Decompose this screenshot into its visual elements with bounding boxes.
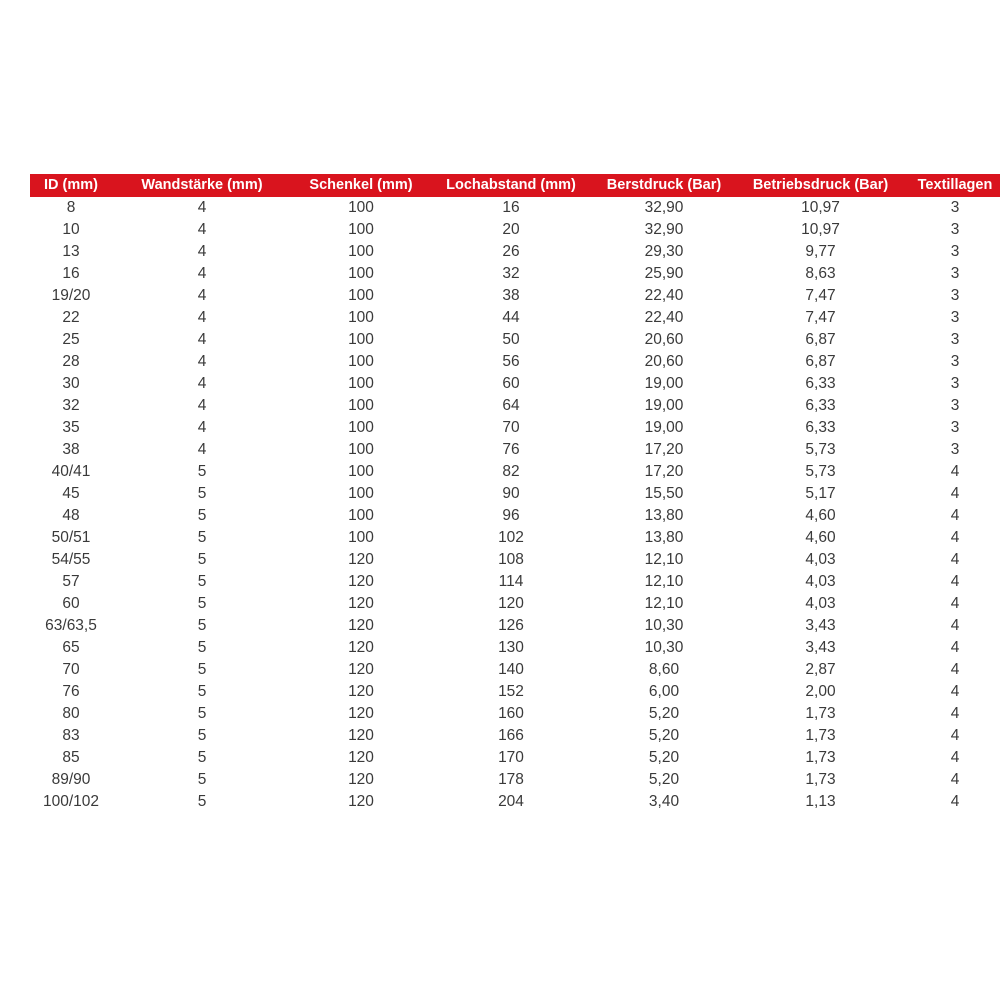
cell-textillagen: 4 [950,705,960,722]
cell-wandstaerke: 5 [197,617,207,634]
table-row [30,615,1000,637]
cell-id: 57 [62,573,80,590]
cell-schenkel: 100 [348,309,374,326]
cell-schenkel: 100 [348,331,374,348]
spec-table [30,174,1000,813]
cell-id: 38 [62,441,80,458]
cell-betriebsdruck: 2,87 [805,661,836,678]
cell-schenkel: 120 [348,551,374,568]
cell-id: 48 [62,507,80,524]
table-row [30,593,1000,615]
table-row [30,351,1000,373]
cell-schenkel: 100 [348,221,374,238]
header-id: ID (mm) [30,174,112,197]
cell-id: 76 [62,683,80,700]
cell-betriebsdruck: 1,13 [805,793,836,810]
cell-textillagen: 3 [950,331,960,348]
cell-textillagen: 4 [950,771,960,788]
cell-berstdruck: 19,00 [644,375,684,392]
cell-berstdruck: 10,30 [644,639,684,656]
table-row [30,329,1000,351]
cell-berstdruck: 8,60 [648,661,680,678]
table-row [30,439,1000,461]
cell-schenkel: 100 [348,397,374,414]
cell-berstdruck: 12,10 [644,595,684,612]
cell-wandstaerke: 4 [197,375,207,392]
cell-textillagen: 3 [950,221,960,238]
cell-berstdruck: 17,20 [644,441,684,458]
cell-berstdruck: 32,90 [644,199,684,216]
cell-id: 54/55 [51,551,91,568]
cell-textillagen: 4 [950,507,960,524]
cell-wandstaerke: 5 [197,551,207,568]
cell-berstdruck: 29,30 [644,243,684,260]
cell-id: 40/41 [51,463,91,480]
cell-wandstaerke: 4 [197,265,207,282]
cell-berstdruck: 19,00 [644,397,684,414]
cell-betriebsdruck: 8,63 [805,265,836,282]
cell-id: 45 [62,485,80,502]
table-row [30,461,1000,483]
table-header [30,174,1000,197]
table-row [30,747,1000,769]
cell-berstdruck: 3,40 [648,793,680,810]
cell-schenkel: 100 [348,485,374,502]
cell-lochabstand: 152 [498,683,524,700]
cell-schenkel: 120 [348,639,374,656]
table-row [30,395,1000,417]
cell-textillagen: 4 [950,639,960,656]
cell-betriebsdruck: 5,17 [805,485,836,502]
cell-id: 89/90 [51,771,91,788]
cell-betriebsdruck: 6,33 [805,375,836,392]
header-schenkel: Schenkel (mm) [292,174,430,197]
cell-wandstaerke: 5 [197,463,207,480]
cell-wandstaerke: 5 [197,727,207,744]
cell-schenkel: 120 [348,573,374,590]
cell-berstdruck: 22,40 [644,309,684,326]
cell-lochabstand: 160 [498,705,524,722]
cell-wandstaerke: 4 [197,331,207,348]
cell-textillagen: 4 [950,595,960,612]
cell-betriebsdruck: 1,73 [805,771,836,788]
cell-wandstaerke: 5 [197,749,207,766]
cell-id: 60 [62,595,80,612]
cell-berstdruck: 5,20 [648,727,680,744]
cell-betriebsdruck: 4,03 [805,595,836,612]
cell-schenkel: 120 [348,771,374,788]
header-berstdruck: Berstdruck (Bar) [592,174,736,197]
table-row [30,263,1000,285]
cell-wandstaerke: 5 [197,485,207,502]
cell-lochabstand: 140 [498,661,524,678]
cell-betriebsdruck: 3,43 [805,617,836,634]
cell-wandstaerke: 5 [197,661,207,678]
cell-schenkel: 120 [348,595,374,612]
cell-wandstaerke: 4 [197,397,207,414]
cell-wandstaerke: 4 [197,221,207,238]
cell-lochabstand: 130 [498,639,524,656]
cell-wandstaerke: 4 [197,353,207,370]
table-row [30,505,1000,527]
table-body [30,197,1000,813]
cell-textillagen: 3 [950,265,960,282]
cell-lochabstand: 170 [498,749,524,766]
cell-wandstaerke: 5 [197,793,207,810]
cell-lochabstand: 50 [502,331,520,348]
cell-lochabstand: 76 [502,441,520,458]
cell-id: 19/20 [51,287,91,304]
cell-id: 50/51 [51,529,91,546]
cell-berstdruck: 13,80 [644,507,684,524]
cell-wandstaerke: 4 [197,441,207,458]
cell-schenkel: 100 [348,353,374,370]
cell-schenkel: 100 [348,199,374,216]
cell-schenkel: 120 [348,705,374,722]
cell-schenkel: 100 [348,375,374,392]
cell-schenkel: 120 [348,749,374,766]
table-row [30,571,1000,593]
table-row [30,703,1000,725]
cell-lochabstand: 166 [498,727,524,744]
cell-betriebsdruck: 3,43 [805,639,836,656]
cell-lochabstand: 26 [502,243,520,260]
header-wandstaerke: Wandstärke (mm) [112,174,292,197]
table-row [30,527,1000,549]
cell-berstdruck: 5,20 [648,771,680,788]
cell-textillagen: 3 [950,199,960,216]
cell-betriebsdruck: 9,77 [805,243,836,260]
cell-berstdruck: 19,00 [644,419,684,436]
cell-betriebsdruck: 5,73 [805,441,836,458]
cell-berstdruck: 15,50 [644,485,684,502]
cell-id: 70 [62,661,80,678]
header-lochabstand: Lochabstand (mm) [430,174,592,197]
cell-textillagen: 4 [950,485,960,502]
cell-berstdruck: 5,20 [648,705,680,722]
cell-betriebsdruck: 4,03 [805,551,836,568]
table-row [30,219,1000,241]
table-row [30,637,1000,659]
cell-id: 63/63,5 [45,617,97,634]
cell-wandstaerke: 5 [197,771,207,788]
cell-textillagen: 3 [950,353,960,370]
cell-lochabstand: 96 [502,507,520,524]
header-row [30,174,1000,197]
cell-betriebsdruck: 1,73 [805,705,836,722]
cell-schenkel: 120 [348,727,374,744]
cell-betriebsdruck: 6,87 [805,331,836,348]
cell-textillagen: 4 [950,683,960,700]
cell-textillagen: 4 [950,551,960,568]
cell-textillagen: 4 [950,727,960,744]
cell-textillagen: 3 [950,243,960,260]
cell-id: 22 [62,309,80,326]
cell-textillagen: 4 [950,617,960,634]
cell-textillagen: 3 [950,419,960,436]
cell-lochabstand: 126 [498,617,524,634]
cell-berstdruck: 20,60 [644,331,684,348]
table-row [30,307,1000,329]
cell-schenkel: 100 [348,507,374,524]
cell-wandstaerke: 5 [197,507,207,524]
cell-lochabstand: 102 [498,529,524,546]
cell-wandstaerke: 5 [197,683,207,700]
table-row [30,373,1000,395]
cell-id: 13 [62,243,80,260]
cell-betriebsdruck: 1,73 [805,727,836,744]
cell-id: 83 [62,727,80,744]
cell-textillagen: 4 [950,793,960,810]
cell-berstdruck: 32,90 [644,221,684,238]
cell-schenkel: 120 [348,683,374,700]
table-row [30,769,1000,791]
cell-betriebsdruck: 7,47 [805,309,836,326]
table-row [30,197,1000,219]
cell-lochabstand: 16 [502,199,520,216]
cell-betriebsdruck: 4,60 [805,507,836,524]
cell-lochabstand: 70 [502,419,520,436]
cell-textillagen: 3 [950,309,960,326]
cell-schenkel: 100 [348,243,374,260]
table-row [30,681,1000,703]
cell-betriebsdruck: 10,97 [801,199,840,216]
table-row [30,791,1000,813]
cell-berstdruck: 17,20 [644,463,684,480]
cell-textillagen: 3 [950,397,960,414]
cell-lochabstand: 114 [498,573,524,590]
cell-lochabstand: 178 [498,771,524,788]
cell-textillagen: 3 [950,375,960,392]
header-betriebsdruck: Betriebsdruck (Bar) [736,174,905,197]
cell-wandstaerke: 5 [197,705,207,722]
cell-wandstaerke: 4 [197,287,207,304]
cell-berstdruck: 20,60 [644,353,684,370]
cell-lochabstand: 38 [502,287,520,304]
cell-wandstaerke: 4 [197,243,207,260]
cell-lochabstand: 108 [498,551,524,568]
cell-wandstaerke: 5 [197,595,207,612]
cell-schenkel: 120 [348,617,374,634]
cell-id: 100/102 [42,793,100,810]
header-textillagen: Textillagen [905,174,1000,197]
cell-id: 35 [62,419,80,436]
cell-lochabstand: 32 [502,265,520,282]
cell-berstdruck: 10,30 [644,617,684,634]
cell-id: 80 [62,705,80,722]
cell-betriebsdruck: 6,87 [805,353,836,370]
cell-id: 8 [66,199,76,216]
cell-wandstaerke: 5 [197,529,207,546]
cell-textillagen: 3 [950,441,960,458]
cell-wandstaerke: 4 [197,309,207,326]
cell-lochabstand: 44 [502,309,520,326]
cell-lochabstand: 64 [502,397,520,414]
cell-schenkel: 100 [348,463,374,480]
cell-lochabstand: 20 [502,221,520,238]
cell-id: 30 [62,375,80,392]
cell-betriebsdruck: 5,73 [805,463,836,480]
table-row [30,483,1000,505]
cell-schenkel: 100 [348,265,374,282]
cell-id: 28 [62,353,80,370]
table-row [30,417,1000,439]
cell-berstdruck: 25,90 [644,265,684,282]
cell-betriebsdruck: 6,33 [805,397,836,414]
table-row [30,725,1000,747]
cell-berstdruck: 6,00 [648,683,680,700]
cell-lochabstand: 56 [502,353,520,370]
cell-schenkel: 100 [348,441,374,458]
cell-id: 25 [62,331,80,348]
cell-betriebsdruck: 7,47 [805,287,836,304]
cell-id: 85 [62,749,80,766]
cell-wandstaerke: 5 [197,639,207,656]
cell-lochabstand: 204 [498,793,524,810]
cell-wandstaerke: 4 [197,419,207,436]
cell-berstdruck: 13,80 [644,529,684,546]
cell-betriebsdruck: 4,60 [805,529,836,546]
cell-textillagen: 4 [950,661,960,678]
cell-lochabstand: 60 [502,375,520,392]
cell-wandstaerke: 4 [197,199,207,216]
cell-schenkel: 100 [348,287,374,304]
cell-berstdruck: 12,10 [644,551,684,568]
cell-schenkel: 100 [348,419,374,436]
cell-id: 65 [62,639,80,656]
cell-schenkel: 120 [348,793,374,810]
cell-textillagen: 4 [950,749,960,766]
table-row [30,241,1000,263]
cell-betriebsdruck: 10,97 [801,221,840,238]
cell-lochabstand: 120 [498,595,524,612]
cell-berstdruck: 12,10 [644,573,684,590]
cell-schenkel: 100 [348,529,374,546]
cell-textillagen: 4 [950,529,960,546]
cell-schenkel: 120 [348,661,374,678]
cell-id: 32 [62,397,80,414]
cell-berstdruck: 22,40 [644,287,684,304]
cell-betriebsdruck: 4,03 [805,573,836,590]
cell-id: 10 [62,221,80,238]
cell-wandstaerke: 5 [197,573,207,590]
cell-lochabstand: 90 [502,485,520,502]
cell-textillagen: 4 [950,463,960,480]
table-row [30,549,1000,571]
cell-berstdruck: 5,20 [648,749,680,766]
cell-betriebsdruck: 6,33 [805,419,836,436]
table-row [30,285,1000,307]
cell-textillagen: 4 [950,573,960,590]
cell-lochabstand: 82 [502,463,520,480]
cell-id: 16 [62,265,80,282]
cell-textillagen: 3 [950,287,960,304]
cell-betriebsdruck: 2,00 [805,683,836,700]
cell-betriebsdruck: 1,73 [805,749,836,766]
table-row [30,659,1000,681]
